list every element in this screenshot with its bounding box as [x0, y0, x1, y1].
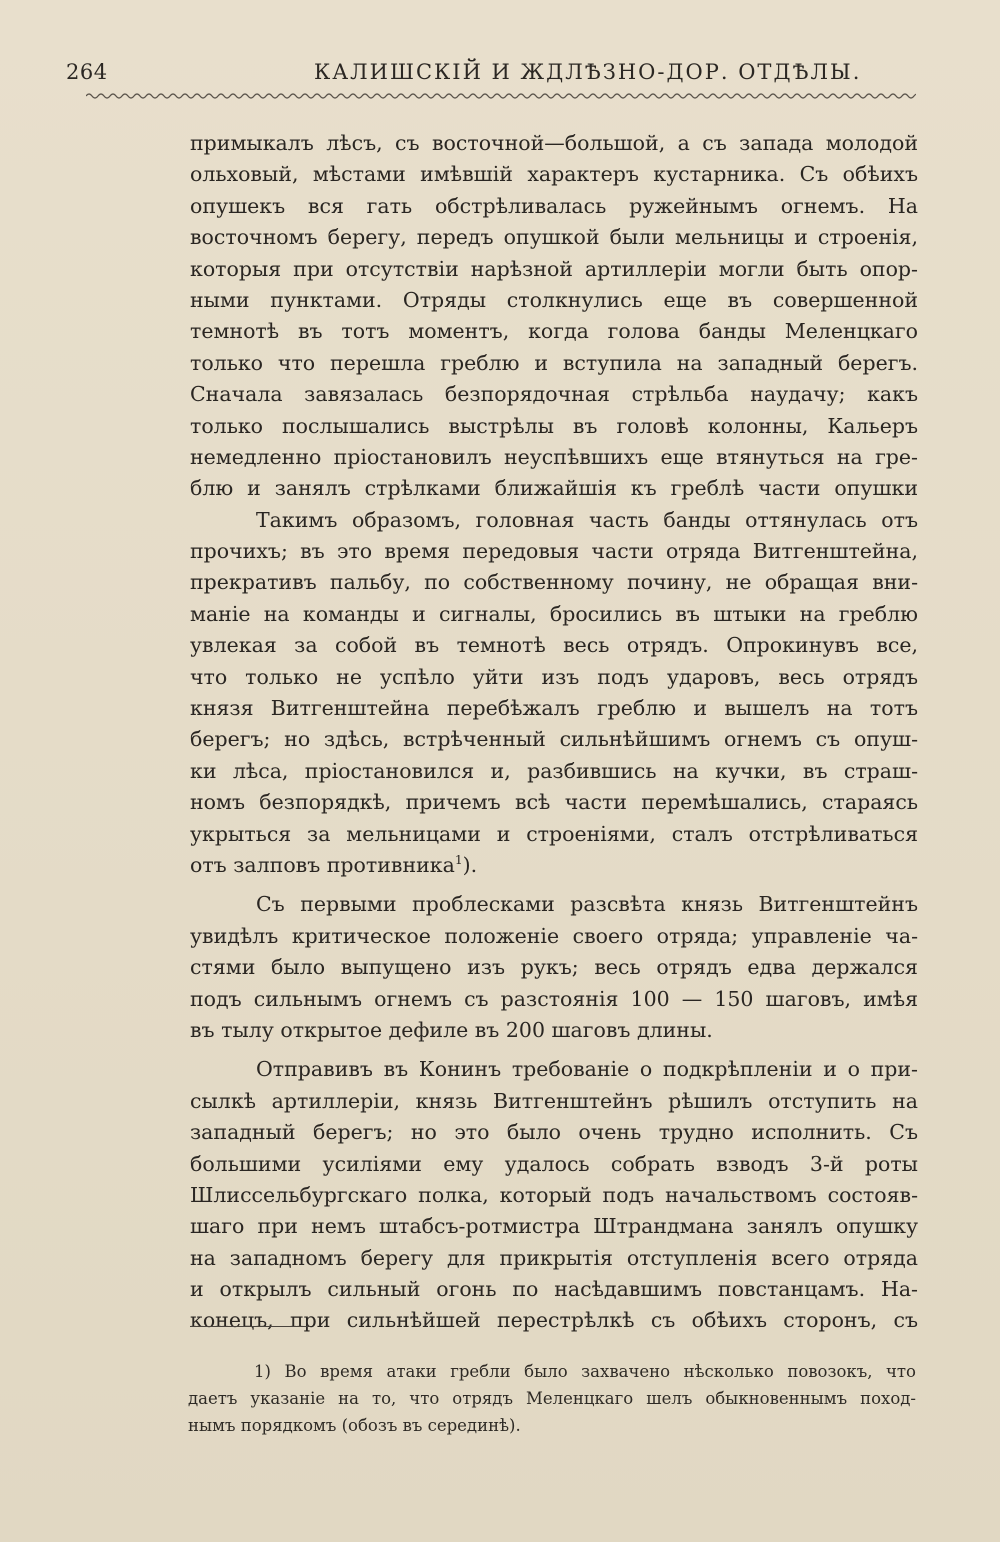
- text-line: Отправивъ въ Конинъ требованіе о подкрѣпленіи и о при-: [256, 1057, 918, 1082]
- footnote-marker: 1): [254, 1362, 271, 1381]
- text-line: опушекъ вся гать обстрѣливалась ружейнымъ огнемъ. На: [190, 193, 918, 218]
- footnote-line: даетъ указаніе на то, что отрядъ Меленцкаго шелъ обыкновеннымъ поход-: [188, 1389, 916, 1408]
- text-line: примыкалъ лѣсъ, съ восточной—большой, а съ запада молодой: [190, 131, 918, 155]
- text-line: большими усиліями ему удалось собрать взводъ 3-й роты: [190, 1151, 918, 1176]
- text-line: конецъ, при сильнѣйшей перестрѣлкѣ съ обѣихъ сторонъ, съ: [190, 1308, 918, 1333]
- text-line: только послышались выстрѣлы въ головѣ колонны, Кальеръ: [190, 413, 918, 438]
- text-line: шаго при немъ штабсъ-ротмистра Штрандмана занялъ опушку: [190, 1214, 918, 1239]
- text-line: на западномъ берегу для прикрытія отступленія всего отряда: [190, 1245, 918, 1270]
- text-line: подъ сильнымъ огнемъ съ разстоянія 100 — 150 шаговъ, имѣя: [190, 986, 918, 1011]
- paragraph-gap: [190, 1046, 918, 1054]
- text-line: только что перешла греблю и вступила на западный берегъ.: [190, 350, 918, 375]
- text-line: Сначала завязалась безпорядочная стрѣльба наудачу; какъ: [190, 382, 918, 407]
- text-line: восточномъ берегу, передъ опушкой были мельницы и строенія,: [190, 225, 918, 250]
- text-line: блю и занялъ стрѣлками ближайшія къ греблѣ части опушки: [190, 476, 918, 501]
- text-line: прочихъ; въ это время передовыя части отряда Витгенштейна,: [190, 539, 918, 564]
- text-line: прекративъ пальбу, по собственному почину, не обращая вни-: [190, 570, 918, 595]
- text-line: которыя при отсутствіи нарѣзной артиллеріи могли быть опор-: [190, 256, 918, 281]
- footnote-line: [188, 1358, 916, 1385]
- text-line: князя Витгенштейна перебѣжалъ греблю и вышелъ на тотъ: [190, 696, 918, 721]
- text-line: ки лѣса, пріостановился и, разбившись на кучки, въ страш-: [190, 758, 918, 783]
- text-line: сылкѣ артиллеріи, князь Витгенштейнъ рѣшилъ отступить на: [190, 1088, 918, 1113]
- footnote-separator: [190, 1326, 310, 1327]
- text-line: Съ первыми проблесками разсвѣта князь Витгенштейнъ: [256, 892, 918, 917]
- text-line: западный берегъ; но это было очень трудно исполнить. Съ: [190, 1120, 918, 1145]
- footnote-line: нымъ порядкомъ (обозъ въ серединѣ).: [188, 1416, 521, 1435]
- footnote-reference: 1: [454, 853, 463, 868]
- running-title: КАЛИШСКІЙ И ЖДЛѢЗНО-ДОР. ОТДѢЛЫ.: [314, 60, 862, 84]
- text-line: въ тылу открытое дефиле въ 200 шаговъ длины.: [190, 1017, 713, 1042]
- text-line: немедленно пріостановилъ неуспѣвшихъ еще втянуться на гре-: [190, 444, 918, 469]
- footnote-ref-tail: ).: [462, 852, 478, 877]
- footnote-text: Во время атаки гребли было захвачено нѣсколько повозокъ, что: [284, 1362, 916, 1381]
- text-line-content: отъ залповъ противника: [190, 852, 455, 877]
- header-wavy-rule: [86, 89, 916, 103]
- text-line: берегъ; но здѣсь, встрѣченный сильнѣйшимъ огнемъ съ опуш-: [190, 727, 918, 752]
- text-line: ольховый, мѣстами имѣвшій характеръ кустарника. Съ обѣихъ: [190, 162, 918, 187]
- footnotes: [188, 1358, 916, 1439]
- page-number: 264: [66, 60, 108, 84]
- text-line: Такимъ образомъ, головная часть банды оттянулась отъ: [256, 507, 918, 532]
- paragraph-gap: [190, 881, 918, 889]
- text-line: увидѣлъ критическое положеніе своего отряда; управленіе ча-: [190, 923, 918, 948]
- text-line: Шлиссельбургскаго полка, который подъ начальствомъ состояв-: [190, 1182, 918, 1207]
- main-text: [190, 128, 918, 1337]
- text-line: маніе на команды и сигналы, бросились въ штыки на греблю: [190, 601, 918, 626]
- text-line: и открылъ сильный огонь по насѣдавшимъ повстанцамъ. На-: [190, 1277, 918, 1302]
- text-line: ными пунктами. Отряды столкнулись еще въ совершенной: [190, 287, 918, 312]
- text-line-footnote-ref: [190, 850, 918, 881]
- text-line: укрыться за мельницами и строеніями, сталъ отстрѣливаться: [190, 821, 918, 846]
- text-line: номъ безпорядкѣ, причемъ всѣ части перемѣшались, стараясь: [190, 790, 918, 815]
- text-line: увлекая за собой въ темнотѣ весь отрядъ. Опрокинувъ все,: [190, 633, 918, 658]
- text-line: что только не успѣло уйти изъ подъ ударовъ, весь отрядъ: [190, 664, 918, 689]
- text-line: стями было выпущено изъ рукъ; весь отрядъ едва держался: [190, 955, 918, 980]
- text-line: темнотѣ въ тотъ моментъ, когда голова банды Меленцкаго: [190, 319, 918, 344]
